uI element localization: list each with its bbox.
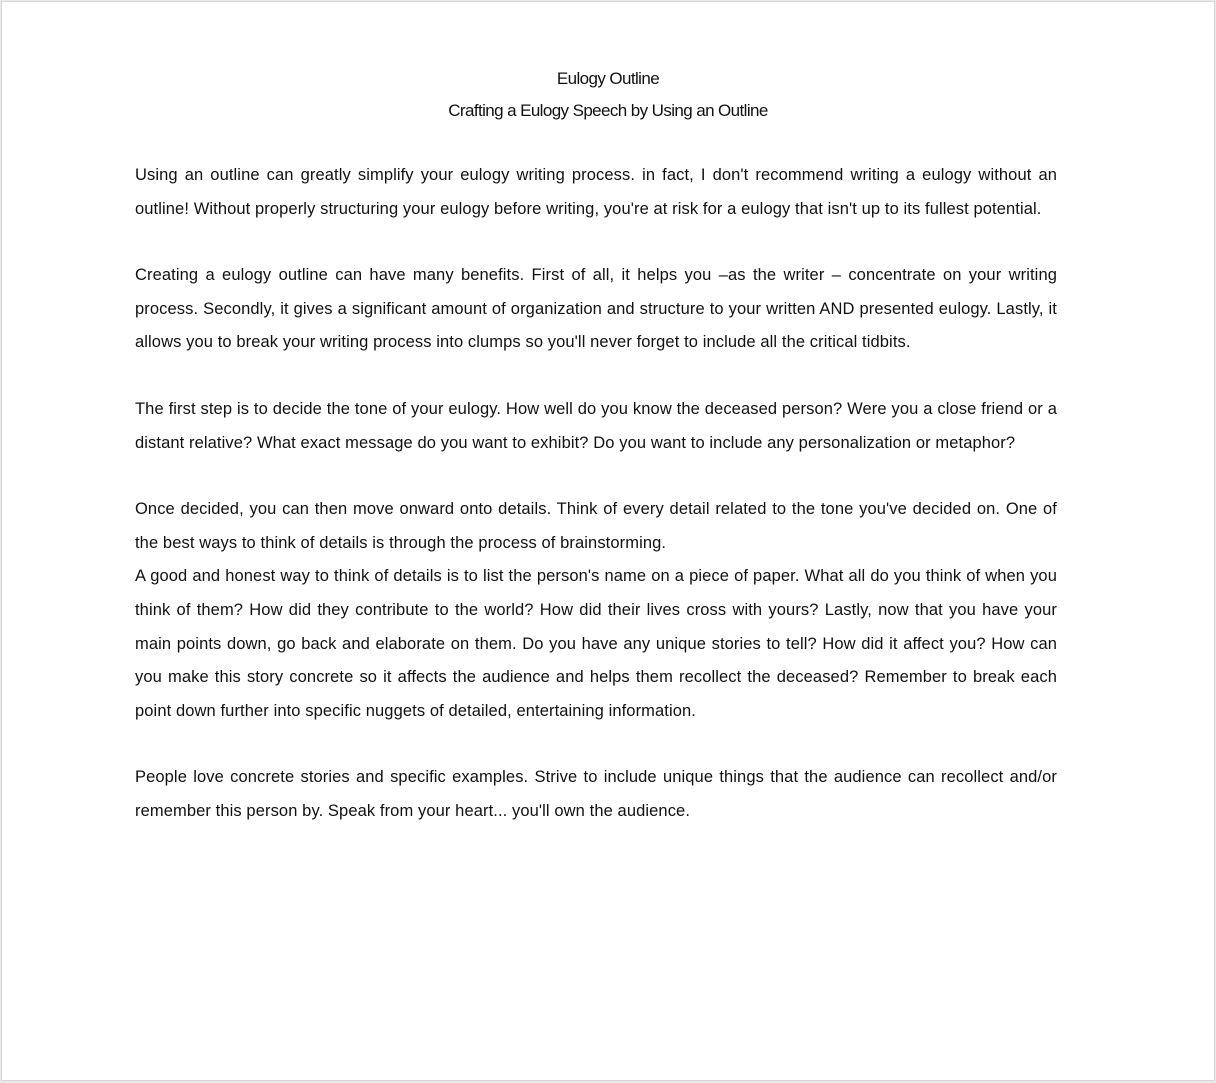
document-body [135,159,1057,862]
paragraph-stories: People love concrete stories and specific examples. Strive to include unique things that the audience can recollect and/or remember this person by. Speak from your heart... you'll own the audience. [135,768,1057,820]
title-block [2,64,1214,128]
document-title: Eulogy Outline [556,69,660,88]
document-subtitle: Crafting a Eulogy Speech by Using an Outline [448,101,768,120]
paragraph-brainstorm: A good and honest way to think of details is to list the person's name on a piece of paper. What all do you think of when you think of them? How did they contribute to the world? How did their lives cross with yours? Lastly, now that you have your main points down, go back and elaborate on them. Do you have any unique stories to tell? How did it affect you? How can you make this story concrete so it affects the audience and helps them recollect the deceased? Remember to break each point down further into specific nuggets of detailed, entertaining information. [135,567,1057,720]
document-page [1,1,1215,1081]
paragraph-tone: The first step is to decide the tone of your eulogy. How well do you know the deceased person? Were you a close friend or a distant relative? What exact message do you want to exhibit? Do you want to include any personalization or metaphor? [135,399,1057,452]
paragraph-benefits: Creating a eulogy outline can have many benefits. First of all, it helps you –as the writer – concentrate on your writing process. Secondly, it gives a significant amount of organization and structure to your written AND presented eulogy. Lastly, it allows you to break your writing process into clumps so you'll never forget to include all the critical tidbits. [135,266,1057,352]
paragraph-intro: Using an outline can greatly simplify your eulogy writing process. in fact, I don't recommend writing a eulogy without an outline! Without properly structuring your eulogy before writing, you're at risk for a eulogy that isn't up to its fullest potential. [135,166,1057,218]
paragraph-details: Once decided, you can then move onward onto details. Think of every detail related to the tone you've decided on. One of the best ways to think of details is through the process of brainstorming. [135,500,1057,552]
